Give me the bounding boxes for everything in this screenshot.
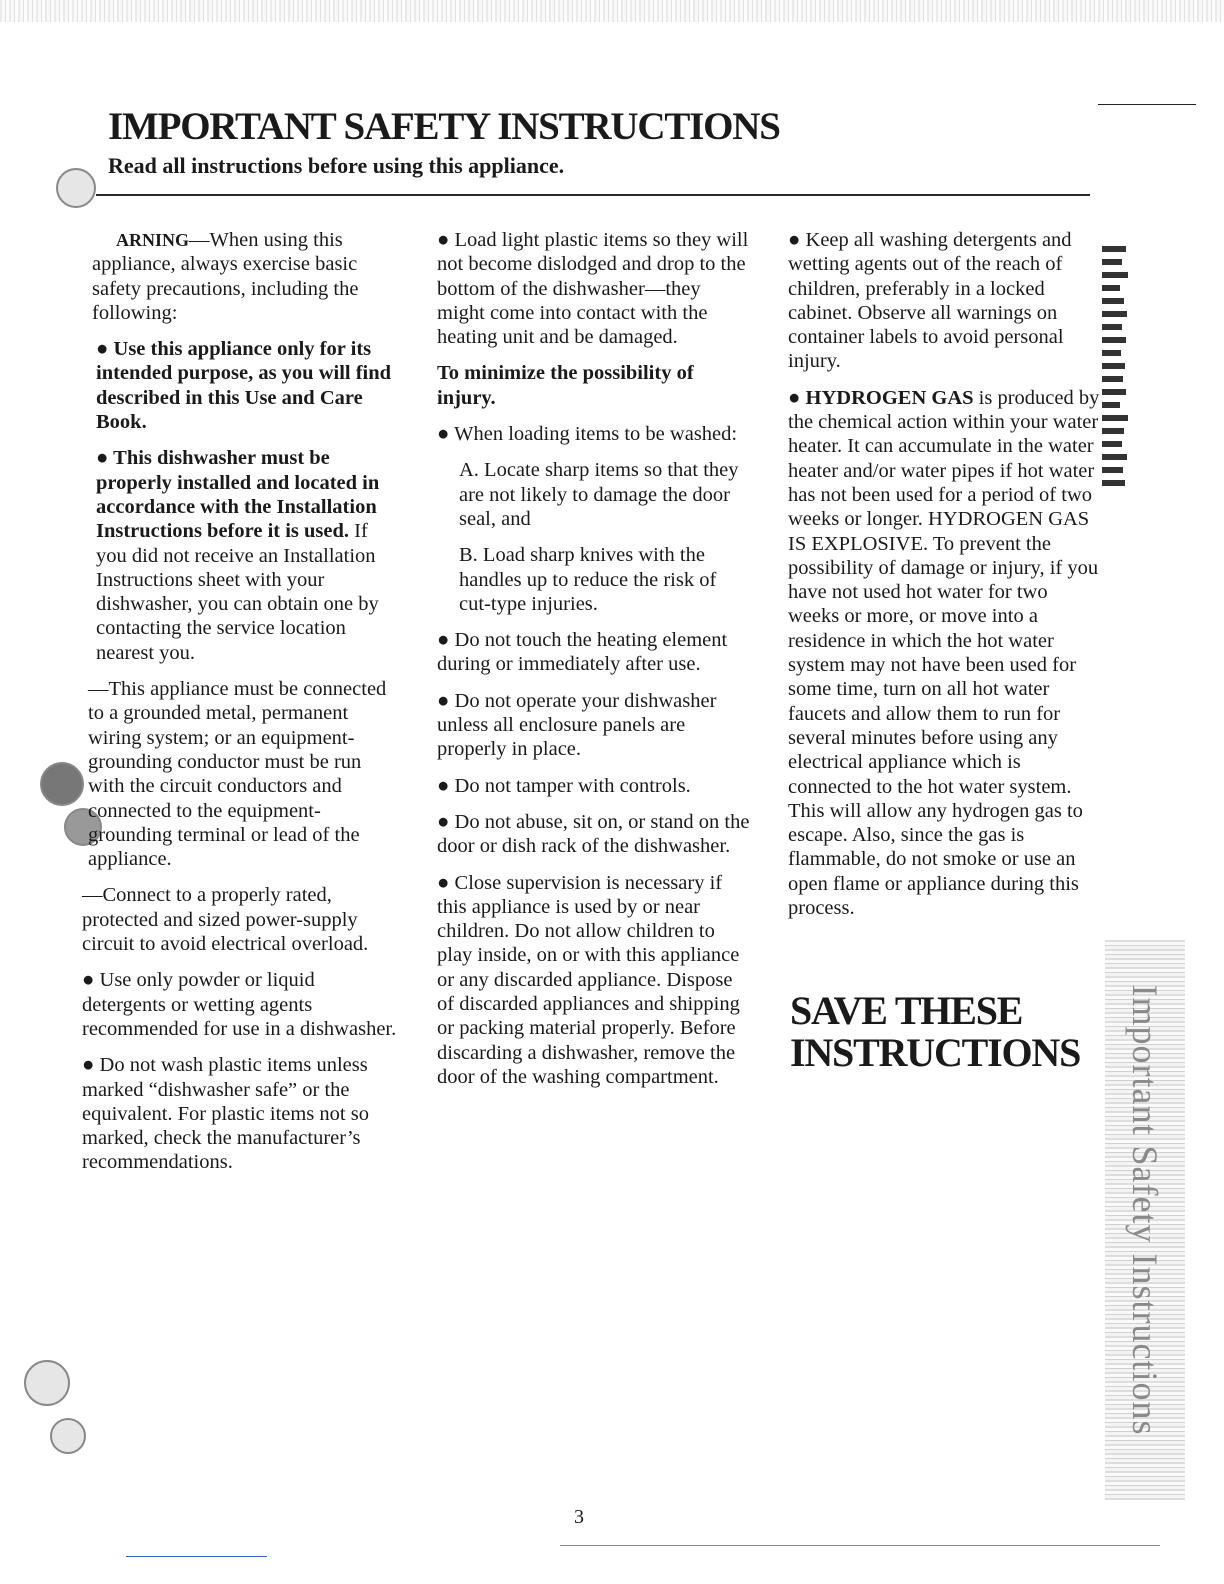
bullet-icon: ● (82, 969, 100, 992)
hydrogen-gas-rest: is produced by the chemical action within your water heater. It can accumulate in the water heater and/or water pipes if hot water has not been used for a period of two weeks or longer. HYDROGEN GAS IS EXPLOSIVE. To prevent the possibility of damage or injury, if you have not used hot water for two weeks or more, or move into a residence in which the hot water system may not have been used for some time, turn on all hot water faucets and allow them to run for several minutes before using any electrical appliance which is connected to the hot water system. This will allow any hydrogen gas to escape. Also, since the gas is flammable, do not smoke or use an open flame or appliance during this process. (788, 386, 1100, 920)
instruction-intended-purpose: ● Use this appliance only for its intended purpose, as you will find described in this Use and Care Book. (96, 338, 392, 434)
instruction-controls: ● Do not tamper with controls. (437, 774, 691, 797)
bullet-icon: ● (437, 629, 455, 652)
bullet-icon: ● (437, 871, 455, 894)
instruction-children: ● Close supervision is necessary if this appliance is used by or near children. Do not allow children to play inside, on or with this appliance or any discarded appliance. Dispose of discarded appliances and shipping or packing material properly. Before discarding a dishwasher, remove the door of the washing compartment. (437, 871, 740, 1088)
scan-edge-noise (0, 0, 1224, 22)
instruction-door-abuse: ● Do not abuse, sit on, or stand on the door or dish rack of the dishwasher. (437, 810, 750, 858)
column-2 (437, 228, 753, 1101)
instruction-loading: ● When loading items to be washed: (437, 423, 738, 446)
save-line-1: SAVE THESE (790, 988, 1023, 1033)
section-heading-injury: To minimize the possibility of injury. (437, 362, 694, 409)
instruction-loading-a: A. Locate sharp items so that they are not likely to damage the door seal, and (459, 459, 739, 530)
instruction-light-plastic: ● Load light plastic items so they will not become dislodged and drop to the bottom of the dishwasher—they might come into contact with the heating unit and be damaged. (437, 229, 749, 349)
margin-marks (1102, 246, 1132, 493)
title-rule (96, 194, 1090, 196)
bullet-icon: ● (437, 229, 455, 251)
installation-rest: If you did not receive an Installation Instructions sheet with your dishwasher, you can obtain one by contacting the service location nearest you. (96, 520, 379, 664)
instruction-enclosure-panels: ● Do not operate your dishwasher unless all enclosure panels are properly in place. (437, 689, 717, 761)
bullet-icon: ● (82, 1054, 100, 1077)
warning-paragraph (82, 228, 400, 325)
instruction-hydrogen-gas (788, 386, 1100, 921)
margin-rule (1098, 104, 1196, 105)
instruction-power-supply: —Connect to a properly rated, protected and sized power-supply circuit to avoid electrical overload. (82, 884, 369, 956)
page-number: 3 (574, 1506, 584, 1528)
column-1 (82, 228, 400, 1187)
punch-hole-bottom-2 (50, 1418, 86, 1454)
bullet-icon: ● (788, 386, 806, 409)
hydrogen-gas-bold: HYDROGEN GAS (805, 386, 974, 409)
save-line-2: INSTRUCTIONS (790, 1030, 1081, 1075)
bullet-icon: ● (96, 447, 114, 470)
save-instructions-heading (790, 990, 1080, 1074)
punch-hole-mid (40, 762, 84, 806)
instruction-heating-element: ● Do not touch the heating element during or immediately after use. (437, 629, 728, 676)
punch-hole-bottom-1 (24, 1360, 70, 1406)
bottom-blue-line (126, 1556, 267, 1557)
warning-label: ARNING (116, 230, 190, 250)
bullet-icon: ● (437, 774, 455, 797)
installation-bold: This dishwasher must be properly installed and located in accordance with the Installation Instructions before it is used. (96, 447, 380, 543)
instruction-detergent-storage: ● Keep all washing detergents and wetting agents out of the reach of children, preferably in a locked cabinet. Observe all warnings on container labels to avoid personal injury. (788, 229, 1072, 373)
instruction-installation (82, 446, 400, 665)
side-tab-label: Important Safety Instructions (1125, 984, 1165, 1436)
instruction-loading-b: B. Load sharp knives with the handles up to reduce the risk of cut-type injuries. (459, 544, 717, 615)
page-subtitle: Read all instructions before using this appliance. (108, 153, 565, 178)
instruction-plastic-items: ● Do not wash plastic items unless marked “dishwasher safe” or the equivalent. For plastic items not so marked, check the manufacturer’s recommendations. (82, 1054, 369, 1174)
punch-hole-top (56, 168, 96, 208)
instruction-detergents: ● Use only powder or liquid detergents or wetting agents recommended for use in a dishwasher. (82, 969, 397, 1040)
bullet-icon: ● (96, 338, 114, 361)
page-title: IMPORTANT SAFETY INSTRUCTIONS (108, 105, 780, 148)
bullet-icon: ● (437, 689, 455, 712)
bottom-rule (560, 1545, 1160, 1546)
bullet-icon: ● (788, 229, 806, 251)
bullet-icon: ● (437, 810, 455, 833)
warning-text: —When using this appliance, always exercise basic safety precautions, including the following: (92, 229, 359, 324)
instruction-grounding: —This appliance must be connected to a grounded metal, permanent wiring system; or an equipment-grounding conductor must be run with the circuit conductors and connected to the equipment-grounding terminal or lead of the appliance. (88, 678, 387, 871)
column-3 (788, 228, 1100, 932)
bullet-icon: ● (437, 423, 455, 446)
